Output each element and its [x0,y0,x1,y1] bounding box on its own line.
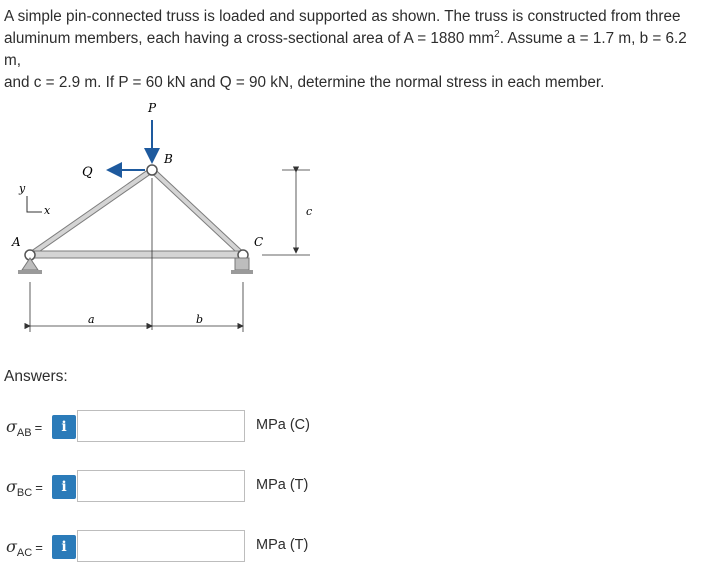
label-a-dim: a [88,313,95,326]
problem-line-1: A simple pin-connected truss is loaded and supported as shown. The truss is constructed from three [4,8,681,25]
member-bc [152,170,243,255]
info-icon[interactable]: i [52,535,76,559]
answer-row-ac [0,527,708,567]
label-q: Q [82,165,93,180]
problem-line-2: aluminum members, each having a cross-sectional area of A = 1880 $mm^2$. Assume a = 1.7 m, b = 6.2 m, [4,28,687,69]
sigma-ac-label: $\sigma_{AC}$ = [6,537,43,560]
member-ac [30,251,243,258]
sigma-ac-input[interactable] [77,530,245,562]
answer-row-ab [0,407,708,447]
problem-statement [4,6,704,94]
label-b-dim: b [196,313,204,326]
label-c: C [254,235,264,249]
info-icon[interactable]: i [52,415,76,439]
label-a: A [12,235,21,249]
support-c [231,258,253,274]
sigma-bc-input[interactable] [77,470,245,502]
svg-text:y: y [19,182,26,195]
sigma-ab-label: $\sigma_{AB}$ = [6,417,43,440]
label-b: B [164,152,173,166]
problem-line-3: and c = 2.9 m. If P = 60 kN and Q = 90 kN, determine the normal stress in each member. [4,74,605,91]
info-icon[interactable]: i [52,475,76,499]
support-a [18,258,42,274]
truss-figure [0,92,330,342]
pin-b [147,165,157,175]
axes-icon [18,182,51,217]
label-p: P [148,101,157,115]
answer-row-bc [0,467,708,507]
sigma-bc-label: $\sigma_{BC}$ = [6,477,43,500]
label-c-dim: c [306,205,313,218]
sigma-ac-unit: MPa (T) [256,537,309,553]
answers-heading: Answers: [4,368,68,385]
sigma-bc-unit: MPa (T) [256,477,309,493]
svg-text:x: x [44,204,51,217]
sigma-ab-unit: MPa (C) [256,417,310,433]
sigma-ab-input[interactable] [77,410,245,442]
